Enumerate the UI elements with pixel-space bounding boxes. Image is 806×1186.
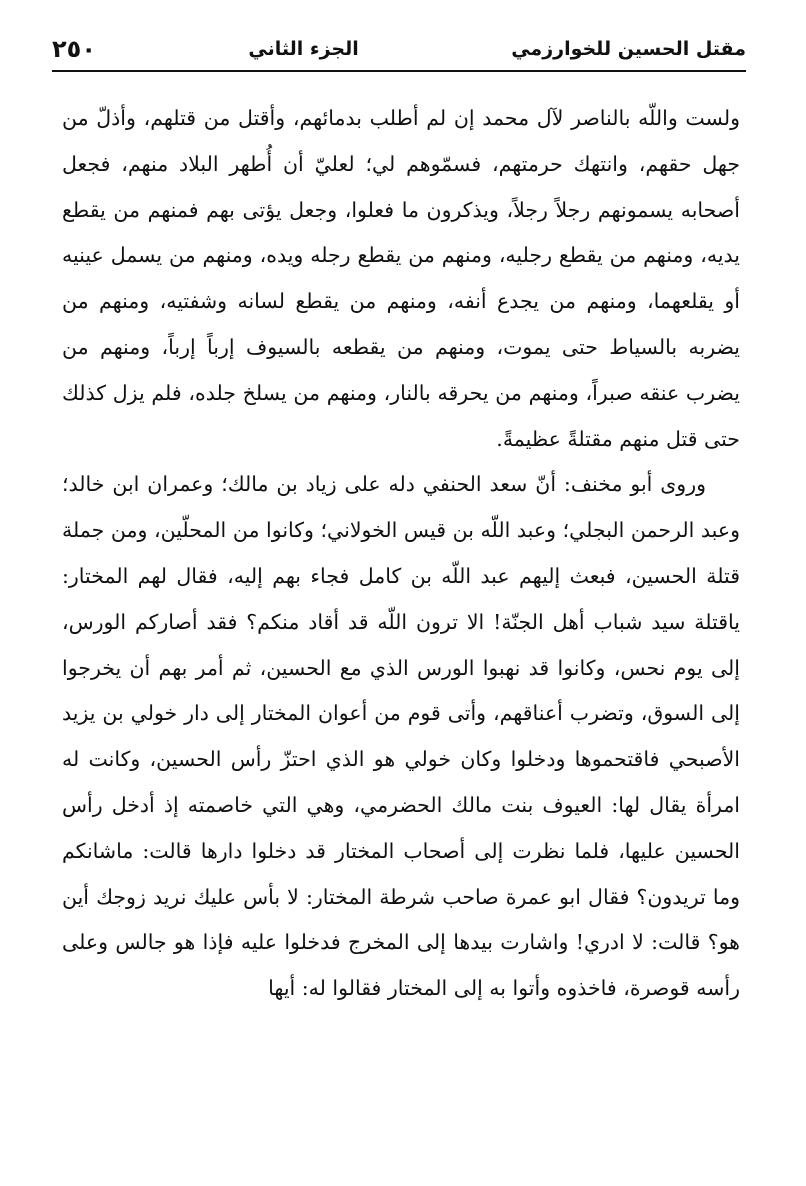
part-title: الجزء الثاني [248,38,359,60]
header-divider [52,70,746,72]
page-number: ٢٥٠ [52,35,96,63]
page-header [52,32,746,66]
page-body [62,96,740,1012]
book-title: مقتل الحسين للخوارزمي [511,38,746,60]
paragraph: وروى أبو مخنف: أنّ سعد الحنفي دله على زياد بن مالك؛ وعمران ابن خالد؛ وعبد الرحمن البجلي؛ وعبد اللّه بن قيس الخولاني؛ وكانوا من المحلّين، ومن جملة قتلة الحسين، فبعث إليهم عبد اللّه بن كامل فجاء بهم إليه، فقال لهم المختار: ياقتلة سيد شباب أهل الجنّة! الا ترون اللّه قد أقاد منكم؟ فقد أصاركم الورس، إلى يوم نحس، وكانوا قد نهبوا الورس الذي مع الحسين، ثم أمر بهم أن يخرجوا إلى السوق، وتضرب أعناقهم، وأتى قوم من أعوان المختار إلى دار خولي بن يزيد الأصبحي فاقتحموها ودخلوا وكان خولي هو الذي احتزّ رأس الحسين، وكانت له امرأة يقال لها: العيوف بنت مالك الحضرمي، وهي التي خاصمته إذ أدخل رأس الحسين عليها، فلما نظرت إلى أصحاب المختار قد دخلوا دارها قالت: ماشانكم وما تريدون؟ فقال ابو عمرة صاحب شرطة المختار: لا بأس عليك نريد زوجك أين هو؟ قالت: لا ادري! واشارت بيدها إلى المخرج فدخلوا عليه فإذا هو جالس وعلى رأسه قوصرة، فاخذوه وأتوا به إلى المختار فقالوا له: أيها [62,472,740,1001]
paragraph: ولست واللّه بالناصر لآل محمد إن لم أطلب بدمائهم، وأقتل من قتلهم، وأذلّ من جهل حقهم، وانتهك حرمتهم، فسمّوهم لي؛ لعليّ أن أُطهر البلاد منهم، فجعل أصحابه يسمونهم رجلاً رجلاً، ويذكرون ما فعلوا، وجعل يؤتى بهم فمنهم من يقطع يديه، ومنهم من يقطع رجليه، ومنهم من يقطع رجله ويده، ومنهم من يسمل عينيه أو يقلعهما، ومنهم من يجدع أنفه، ومنهم من يقطع لسانه وشفتيه، ومنهم من يضربه بالسياط حتى يموت، ومنهم من يقطعه بالسيوف إرباً إرباً، ومنهم من يضرب عنقه صبراً، ومنهم من يحرقه بالنار، ومنهم من يسلخ جلده، فلم يزل كذلك حتى قتل منهم مقتلةً عظيمةً. [62,106,740,451]
